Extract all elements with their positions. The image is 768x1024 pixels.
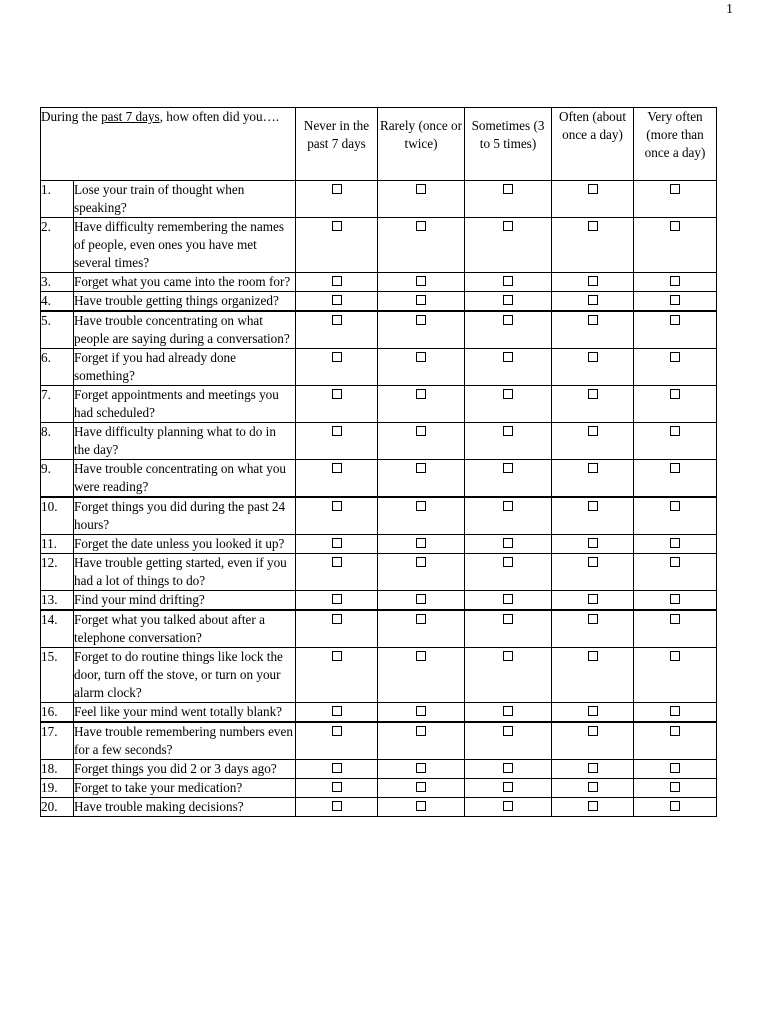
table-row (41, 648, 717, 703)
prompt-text: During the (41, 109, 102, 124)
checkbox-sometimes[interactable] (503, 726, 513, 736)
checkbox-rarely[interactable] (416, 221, 426, 231)
answer-cell-rarely (378, 798, 465, 817)
checkbox-very-often[interactable] (670, 726, 680, 736)
page-number: 1 (726, 2, 733, 17)
table-row (41, 497, 717, 535)
checkbox-never[interactable] (332, 389, 342, 399)
checkbox-very-often[interactable] (670, 463, 680, 473)
checkbox-sometimes[interactable] (503, 782, 513, 792)
checkbox-rarely[interactable] (416, 538, 426, 548)
answer-cell-never (296, 311, 378, 349)
checkbox-never[interactable] (332, 352, 342, 362)
answer-cell-rarely (378, 423, 465, 460)
item-number: 1. (41, 181, 74, 218)
answer-cell-never (296, 423, 378, 460)
answer-cell-never (296, 779, 378, 798)
answer-cell-often (552, 648, 634, 703)
answer-cell-often (552, 181, 634, 218)
checkbox-very-often[interactable] (670, 801, 680, 811)
checkbox-never[interactable] (332, 706, 342, 716)
checkbox-never[interactable] (332, 763, 342, 773)
answer-cell-often (552, 497, 634, 535)
table-row (41, 591, 717, 611)
answer-cell-sometimes (465, 497, 552, 535)
column-header-sometimes: Sometimes (3 to 5 times) (465, 108, 552, 181)
answer-cell-rarely (378, 497, 465, 535)
checkbox-often[interactable] (588, 501, 598, 511)
table-row (41, 423, 717, 460)
answer-cell-very-often (634, 311, 717, 349)
answer-cell-sometimes (465, 798, 552, 817)
checkbox-sometimes[interactable] (503, 801, 513, 811)
answer-cell-sometimes (465, 591, 552, 611)
checkbox-sometimes[interactable] (503, 763, 513, 773)
answer-cell-never (296, 386, 378, 423)
checkbox-often[interactable] (588, 276, 598, 286)
item-number: 3. (41, 273, 74, 292)
answer-cell-very-often (634, 535, 717, 554)
answer-cell-often (552, 610, 634, 648)
item-number: 14. (41, 610, 74, 648)
item-number: 13. (41, 591, 74, 611)
answer-cell-very-often (634, 798, 717, 817)
answer-cell-never (296, 349, 378, 386)
checkbox-often[interactable] (588, 706, 598, 716)
checkbox-never[interactable] (332, 594, 342, 604)
table-row (41, 779, 717, 798)
checkbox-very-often[interactable] (670, 389, 680, 399)
item-question: Forget things you did during the past 24 hours? (74, 497, 296, 535)
prompt-text-end: , how often did you…. (159, 109, 280, 124)
checkbox-very-often[interactable] (670, 426, 680, 436)
checkbox-never[interactable] (332, 651, 342, 661)
column-header-very-often: Very often (more than once a day) (634, 108, 717, 181)
item-question: Forget to take your medication? (74, 779, 296, 798)
answer-cell-very-often (634, 722, 717, 760)
checkbox-never[interactable] (332, 276, 342, 286)
item-question: Have difficulty remembering the names of people, even ones you have met several times? (74, 218, 296, 273)
item-number: 19. (41, 779, 74, 798)
column-header-rarely: Rarely (once or twice) (378, 108, 465, 181)
checkbox-often[interactable] (588, 651, 598, 661)
item-number: 4. (41, 292, 74, 312)
item-number: 8. (41, 423, 74, 460)
checkbox-never[interactable] (332, 184, 342, 194)
checkbox-very-often[interactable] (670, 501, 680, 511)
checkbox-never[interactable] (332, 801, 342, 811)
answer-cell-never (296, 460, 378, 498)
item-question: Find your mind drifting? (74, 591, 296, 611)
answer-cell-rarely (378, 535, 465, 554)
checkbox-rarely[interactable] (416, 184, 426, 194)
table-row (41, 760, 717, 779)
item-number: 15. (41, 648, 74, 703)
answer-cell-never (296, 648, 378, 703)
answer-cell-sometimes (465, 460, 552, 498)
answer-cell-rarely (378, 292, 465, 312)
checkbox-often[interactable] (588, 463, 598, 473)
item-question: Have trouble getting started, even if you had a lot of things to do? (74, 554, 296, 591)
checkbox-often[interactable] (588, 315, 598, 325)
table-row (41, 460, 717, 498)
answer-cell-often (552, 273, 634, 292)
answer-cell-very-often (634, 273, 717, 292)
checkbox-sometimes[interactable] (503, 295, 513, 305)
checkbox-never[interactable] (332, 426, 342, 436)
answer-cell-rarely (378, 648, 465, 703)
answer-cell-rarely (378, 460, 465, 498)
item-question: Forget things you did 2 or 3 days ago? (74, 760, 296, 779)
answer-cell-sometimes (465, 779, 552, 798)
checkbox-very-often[interactable] (670, 315, 680, 325)
answer-cell-sometimes (465, 703, 552, 723)
answer-cell-often (552, 311, 634, 349)
checkbox-sometimes[interactable] (503, 651, 513, 661)
item-number: 5. (41, 311, 74, 349)
answer-cell-very-often (634, 779, 717, 798)
answer-cell-rarely (378, 703, 465, 723)
checkbox-sometimes[interactable] (503, 614, 513, 624)
answer-cell-very-often (634, 181, 717, 218)
checkbox-often[interactable] (588, 614, 598, 624)
answer-cell-often (552, 779, 634, 798)
checkbox-sometimes[interactable] (503, 221, 513, 231)
item-question: Feel like your mind went totally blank? (74, 703, 296, 723)
checkbox-rarely[interactable] (416, 352, 426, 362)
checkbox-very-often[interactable] (670, 538, 680, 548)
checkbox-very-often[interactable] (670, 782, 680, 792)
checkbox-often[interactable] (588, 594, 598, 604)
checkbox-very-often[interactable] (670, 763, 680, 773)
checkbox-often[interactable] (588, 426, 598, 436)
checkbox-sometimes[interactable] (503, 352, 513, 362)
checkbox-very-often[interactable] (670, 651, 680, 661)
answer-cell-rarely (378, 554, 465, 591)
checkbox-rarely[interactable] (416, 801, 426, 811)
item-number: 11. (41, 535, 74, 554)
answer-cell-sometimes (465, 610, 552, 648)
item-number: 18. (41, 760, 74, 779)
item-question: Have difficulty planning what to do in the day? (74, 423, 296, 460)
checkbox-often[interactable] (588, 726, 598, 736)
table-row (41, 703, 717, 723)
checkbox-very-often[interactable] (670, 557, 680, 567)
answer-cell-sometimes (465, 349, 552, 386)
table-row (41, 554, 717, 591)
question-prompt (41, 108, 296, 181)
answer-cell-sometimes (465, 648, 552, 703)
checkbox-rarely[interactable] (416, 276, 426, 286)
answer-cell-sometimes (465, 554, 552, 591)
answer-cell-sometimes (465, 535, 552, 554)
questionnaire-table (40, 107, 717, 817)
table-row (41, 386, 717, 423)
checkbox-often[interactable] (588, 763, 598, 773)
answer-cell-often (552, 703, 634, 723)
checkbox-never[interactable] (332, 557, 342, 567)
checkbox-very-often[interactable] (670, 706, 680, 716)
item-question: Have trouble making decisions? (74, 798, 296, 817)
table-row (41, 349, 717, 386)
answer-cell-very-often (634, 591, 717, 611)
table-row (41, 535, 717, 554)
item-number: 9. (41, 460, 74, 498)
answer-cell-very-often (634, 648, 717, 703)
answer-cell-never (296, 554, 378, 591)
item-number: 6. (41, 349, 74, 386)
answer-cell-sometimes (465, 722, 552, 760)
answer-cell-never (296, 273, 378, 292)
checkbox-very-often[interactable] (670, 276, 680, 286)
checkbox-often[interactable] (588, 295, 598, 305)
checkbox-never[interactable] (332, 295, 342, 305)
table-row (41, 610, 717, 648)
answer-cell-often (552, 386, 634, 423)
table-row (41, 218, 717, 273)
checkbox-sometimes[interactable] (503, 315, 513, 325)
checkbox-never[interactable] (332, 614, 342, 624)
item-number: 17. (41, 722, 74, 760)
answer-cell-rarely (378, 273, 465, 292)
item-question: Forget what you came into the room for? (74, 273, 296, 292)
checkbox-often[interactable] (588, 352, 598, 362)
answer-cell-sometimes (465, 218, 552, 273)
checkbox-sometimes[interactable] (503, 706, 513, 716)
checkbox-sometimes[interactable] (503, 594, 513, 604)
checkbox-very-often[interactable] (670, 614, 680, 624)
item-number: 20. (41, 798, 74, 817)
answer-cell-often (552, 349, 634, 386)
item-question: Have trouble remembering numbers even for a few seconds? (74, 722, 296, 760)
checkbox-rarely[interactable] (416, 594, 426, 604)
answer-cell-very-often (634, 760, 717, 779)
item-question: Forget appointments and meetings you had scheduled? (74, 386, 296, 423)
answer-cell-often (552, 722, 634, 760)
checkbox-never[interactable] (332, 538, 342, 548)
checkbox-sometimes[interactable] (503, 501, 513, 511)
item-question: Lose your train of thought when speaking? (74, 181, 296, 218)
answer-cell-never (296, 292, 378, 312)
header-row (41, 108, 717, 181)
checkbox-very-often[interactable] (670, 184, 680, 194)
answer-cell-never (296, 760, 378, 779)
item-question: Forget to do routine things like lock the door, turn off the stove, or turn on your alarm clock? (74, 648, 296, 703)
answer-cell-very-often (634, 497, 717, 535)
checkbox-sometimes[interactable] (503, 184, 513, 194)
checkbox-never[interactable] (332, 221, 342, 231)
checkbox-rarely[interactable] (416, 557, 426, 567)
item-number: 2. (41, 218, 74, 273)
answer-cell-very-often (634, 554, 717, 591)
answer-cell-often (552, 798, 634, 817)
table-row (41, 311, 717, 349)
answer-cell-rarely (378, 181, 465, 218)
answer-cell-often (552, 535, 634, 554)
checkbox-very-often[interactable] (670, 352, 680, 362)
checkbox-sometimes[interactable] (503, 426, 513, 436)
answer-cell-sometimes (465, 273, 552, 292)
answer-cell-very-often (634, 610, 717, 648)
item-question: Forget what you talked about after a telephone conversation? (74, 610, 296, 648)
item-number: 12. (41, 554, 74, 591)
answer-cell-often (552, 760, 634, 779)
checkbox-rarely[interactable] (416, 651, 426, 661)
answer-cell-sometimes (465, 311, 552, 349)
item-number: 7. (41, 386, 74, 423)
prompt-underlined: past 7 days (101, 109, 160, 124)
checkbox-sometimes[interactable] (503, 557, 513, 567)
checkbox-sometimes[interactable] (503, 538, 513, 548)
answer-cell-often (552, 591, 634, 611)
checkbox-never[interactable] (332, 463, 342, 473)
checkbox-rarely[interactable] (416, 614, 426, 624)
checkbox-often[interactable] (588, 538, 598, 548)
checkbox-often[interactable] (588, 557, 598, 567)
item-question: Have trouble concentrating on what you were reading? (74, 460, 296, 498)
checkbox-often[interactable] (588, 184, 598, 194)
checkbox-often[interactable] (588, 801, 598, 811)
checkbox-rarely[interactable] (416, 315, 426, 325)
answer-cell-very-often (634, 460, 717, 498)
answer-cell-rarely (378, 760, 465, 779)
table-row (41, 273, 717, 292)
answer-cell-rarely (378, 779, 465, 798)
answer-cell-never (296, 218, 378, 273)
item-question: Have trouble getting things organized? (74, 292, 296, 312)
checkbox-never[interactable] (332, 782, 342, 792)
checkbox-rarely[interactable] (416, 706, 426, 716)
checkbox-often[interactable] (588, 389, 598, 399)
answer-cell-very-often (634, 292, 717, 312)
table-row (41, 292, 717, 312)
answer-cell-rarely (378, 311, 465, 349)
column-header-never: Never in the past 7 days (296, 108, 378, 181)
answer-cell-rarely (378, 349, 465, 386)
checkbox-rarely[interactable] (416, 501, 426, 511)
checkbox-sometimes[interactable] (503, 276, 513, 286)
answer-cell-never (296, 798, 378, 817)
checkbox-often[interactable] (588, 221, 598, 231)
answer-cell-never (296, 610, 378, 648)
checkbox-rarely[interactable] (416, 295, 426, 305)
table-row (41, 798, 717, 817)
checkbox-sometimes[interactable] (503, 463, 513, 473)
checkbox-rarely[interactable] (416, 726, 426, 736)
answer-cell-sometimes (465, 760, 552, 779)
table-row (41, 181, 717, 218)
answer-cell-never (296, 703, 378, 723)
answer-cell-sometimes (465, 386, 552, 423)
item-question: Have trouble concentrating on what people are saying during a conversation? (74, 311, 296, 349)
checkbox-very-often[interactable] (670, 295, 680, 305)
checkbox-rarely[interactable] (416, 782, 426, 792)
answer-cell-rarely (378, 386, 465, 423)
answer-cell-never (296, 181, 378, 218)
answer-cell-sometimes (465, 292, 552, 312)
item-question: Forget if you had already done something? (74, 349, 296, 386)
answer-cell-very-often (634, 218, 717, 273)
column-header-often: Often (about once a day) (552, 108, 634, 181)
checkbox-never[interactable] (332, 726, 342, 736)
table-row (41, 722, 717, 760)
checkbox-sometimes[interactable] (503, 389, 513, 399)
answer-cell-very-often (634, 423, 717, 460)
answer-cell-sometimes (465, 181, 552, 218)
checkbox-very-often[interactable] (670, 221, 680, 231)
checkbox-rarely[interactable] (416, 763, 426, 773)
answer-cell-never (296, 535, 378, 554)
answer-cell-often (552, 218, 634, 273)
checkbox-never[interactable] (332, 315, 342, 325)
answer-cell-very-often (634, 703, 717, 723)
answer-cell-never (296, 722, 378, 760)
answer-cell-often (552, 554, 634, 591)
answer-cell-very-often (634, 386, 717, 423)
item-number: 16. (41, 703, 74, 723)
answer-cell-rarely (378, 591, 465, 611)
answer-cell-rarely (378, 218, 465, 273)
checkbox-rarely[interactable] (416, 463, 426, 473)
answer-cell-often (552, 423, 634, 460)
answer-cell-never (296, 497, 378, 535)
checkbox-never[interactable] (332, 501, 342, 511)
item-number: 10. (41, 497, 74, 535)
answer-cell-sometimes (465, 423, 552, 460)
answer-cell-often (552, 292, 634, 312)
checkbox-often[interactable] (588, 782, 598, 792)
answer-cell-never (296, 591, 378, 611)
checkbox-rarely[interactable] (416, 426, 426, 436)
answer-cell-rarely (378, 722, 465, 760)
checkbox-rarely[interactable] (416, 389, 426, 399)
answer-cell-rarely (378, 610, 465, 648)
checkbox-very-often[interactable] (670, 594, 680, 604)
answer-cell-very-often (634, 349, 717, 386)
answer-cell-often (552, 460, 634, 498)
item-question: Forget the date unless you looked it up? (74, 535, 296, 554)
